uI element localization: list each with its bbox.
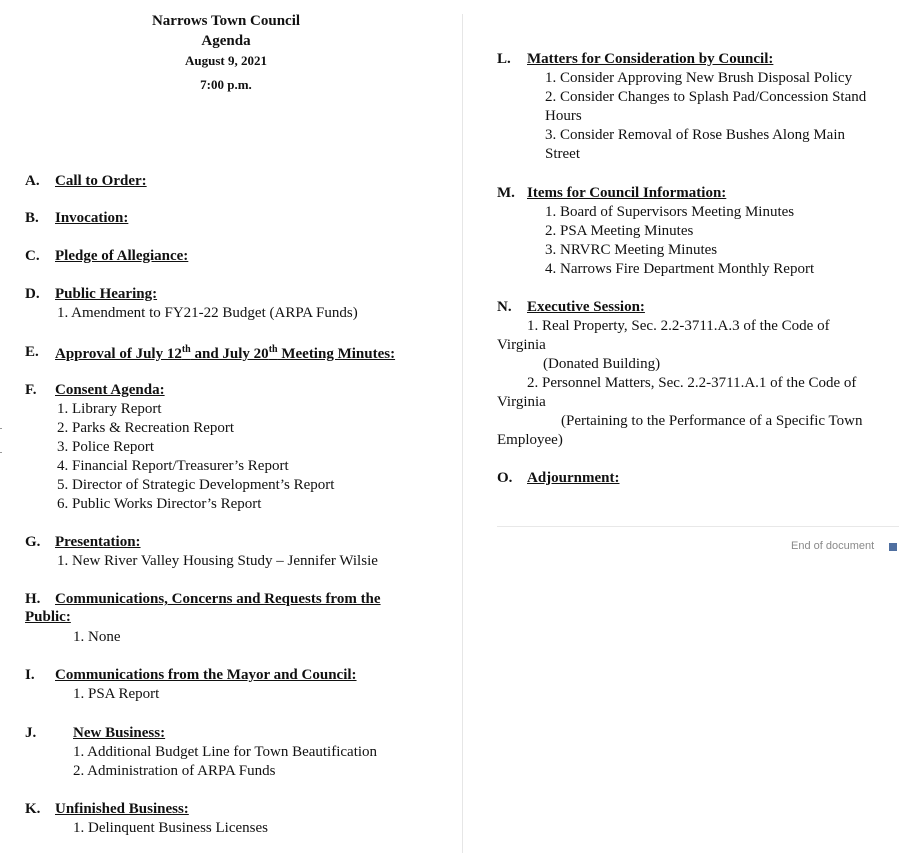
list-item: 1. Consider Approving New Brush Disposal Policy: [545, 70, 853, 86]
title-part: Approval of July 12: [55, 346, 182, 362]
agenda-title: Agenda: [201, 33, 251, 49]
title-part: and July 20: [190, 346, 269, 362]
list-item: 2. Personnel Matters, Sec. 2.2-3711.A.1 of the Code of: [527, 375, 857, 391]
section-letter: G.: [25, 534, 41, 550]
list-item: 6. Public Works Director’s Report: [57, 496, 262, 512]
square-icon: [889, 543, 897, 551]
section-title: Items for Council Information:: [527, 185, 727, 201]
list-item-continued: Virginia: [497, 337, 546, 353]
section-title: Public Hearing:: [55, 286, 158, 302]
section-title: Executive Session:: [527, 299, 645, 315]
section-letter: D.: [25, 286, 40, 302]
list-item: 1. Additional Budget Line for Town Beautification: [73, 744, 378, 760]
list-item: 1. None: [73, 629, 121, 645]
list-item: 1. PSA Report: [73, 686, 160, 702]
end-divider: [497, 526, 899, 527]
superscript: th: [268, 344, 278, 355]
list-item-continued: Hours: [545, 108, 582, 124]
margin-mark: [0, 452, 2, 453]
section-title: New Business:: [73, 725, 166, 741]
section-letter: F.: [25, 382, 37, 398]
section-title: [55, 344, 395, 363]
list-item: 1. Amendment to FY21-22 Budget (ARPA Funds): [57, 305, 358, 321]
list-item: 5. Director of Strategic Development’s Report: [57, 477, 335, 493]
title-part: Meeting Minutes:: [277, 346, 396, 362]
section-title-continued: Public:: [25, 609, 71, 625]
list-item: 1. Real Property, Sec. 2.2-3711.A.3 of the Code of: [527, 318, 830, 334]
list-item: 1. New River Valley Housing Study – Jennifer Wilsie: [57, 553, 378, 569]
list-item: 3. NRVRC Meeting Minutes: [545, 242, 718, 258]
section-title: Communications from the Mayor and Council:: [55, 667, 357, 683]
list-item-continued: Street: [545, 146, 580, 162]
section-title: Unfinished Business:: [55, 801, 189, 817]
council-name: Narrows Town Council: [151, 13, 301, 29]
section-letter: M.: [497, 185, 515, 201]
list-item-continued: Virginia: [497, 394, 546, 410]
section-title: Consent Agenda:: [55, 382, 165, 398]
list-item-note: (Donated Building): [543, 356, 661, 372]
section-letter: A.: [25, 173, 40, 189]
list-item: 4. Narrows Fire Department Monthly Report: [545, 261, 815, 277]
list-item: 3. Consider Removal of Rose Bushes Along Main: [545, 127, 845, 143]
section-title: Matters for Consideration by Council:: [527, 51, 774, 67]
superscript: th: [181, 344, 191, 355]
section-letter: K.: [25, 801, 41, 817]
column-divider: [462, 14, 463, 853]
section-title: Pledge of Allegiance:: [55, 248, 189, 264]
list-item: 3. Police Report: [57, 439, 155, 455]
section-title: Call to Order:: [55, 173, 147, 189]
section-title: Adjournment:: [527, 470, 620, 486]
section-letter: C.: [25, 248, 40, 264]
section-letter: B.: [25, 210, 39, 226]
list-item-continued: Employee): [497, 432, 563, 448]
section-letter: N.: [497, 299, 512, 315]
list-item: 1. Library Report: [57, 401, 162, 417]
list-item: 2. Parks & Recreation Report: [57, 420, 235, 436]
meeting-date: August 9, 2021: [185, 53, 267, 68]
list-item: 2. Administration of ARPA Funds: [73, 763, 276, 779]
section-title: Communications, Concerns and Requests from the: [55, 591, 381, 607]
section-letter: E.: [25, 344, 39, 360]
section-letter: O.: [497, 470, 513, 486]
section-title: Presentation:: [55, 534, 141, 550]
list-item: 2. Consider Changes to Splash Pad/Concession Stand: [545, 89, 867, 105]
section-letter: H.: [25, 591, 41, 607]
margin-mark: [0, 428, 2, 429]
list-item: 2. PSA Meeting Minutes: [545, 223, 694, 239]
list-item: 4. Financial Report/Treasurer’s Report: [57, 458, 289, 474]
list-item-note: (Pertaining to the Performance of a Specific Town: [561, 413, 863, 429]
list-item: 1. Delinquent Business Licenses: [73, 820, 268, 836]
end-of-document-label: End of document: [791, 540, 875, 552]
section-letter: L.: [497, 51, 511, 67]
meeting-time: 7:00 p.m.: [200, 77, 252, 92]
section-letter: J.: [25, 725, 37, 741]
section-title: Invocation:: [55, 210, 129, 226]
section-letter: I.: [25, 667, 35, 683]
list-item: 1. Board of Supervisors Meeting Minutes: [545, 204, 795, 220]
